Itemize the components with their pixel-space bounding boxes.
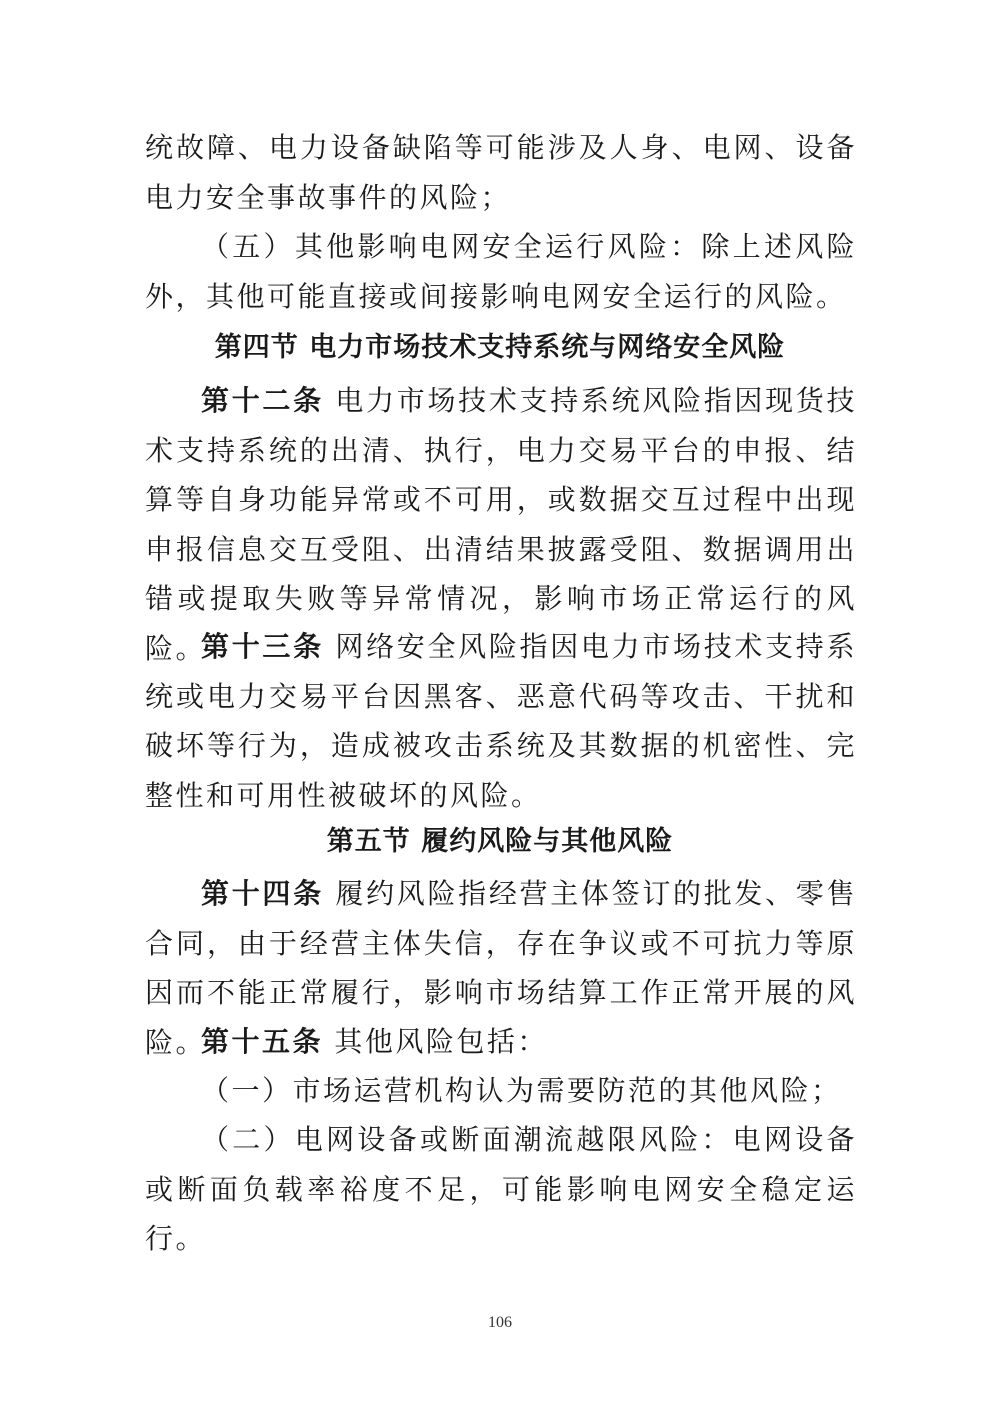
- article-twelve-label: 第十二条: [201, 384, 324, 417]
- paragraph-item-five: （五）其他影响电网安全运行风险：除上述风险外，其他可能直接或间接影响电网安全运行的风险。: [145, 230, 857, 313]
- article-thirteen: [145, 622, 857, 820]
- article-fifteen-label: 第十五条: [201, 1025, 324, 1058]
- section-four-heading: 第四节 电力市场技术支持系统与网络安全风险: [214, 332, 786, 363]
- list-item-one: （一）市场运营机构认为需要防范的其他风险；: [201, 1074, 842, 1107]
- article-fifteen: [145, 1017, 857, 1067]
- article-fifteen-text: 其他风险包括：: [323, 1025, 548, 1058]
- article-fourteen-text: 履约风险指经营主体签订的批发、零售合同，由于经营主体失信，存在争议或不可抗力等原因而不能正常履行，影响市场结算工作正常开展的风险。: [145, 877, 857, 1059]
- article-fourteen-label: 第十四条: [201, 877, 324, 910]
- list-item-two: （二）电网设备或断面潮流越限风险：电网设备或断面负载率裕度不足，可能影响电网安全稳定运行。: [145, 1123, 857, 1255]
- paragraph-risk-continuation: 统故障、电力设备缺陷等可能涉及人身、电网、设备电力安全事故事件的风险；: [145, 131, 857, 214]
- article-thirteen-text: 网络安全风险指因电力市场技术支持系统或电力交易平台因黑客、恶意代码等攻击、干扰和破坏等行为，造成被攻击系统及其数据的机密性、完整性和可用性被破坏的风险。: [145, 630, 857, 812]
- article-twelve-text: 电力市场技术支持系统风险指因现货技术支持系统的出清、执行，电力交易平台的申报、结算等自身功能异常或不可用，或数据交互过程中出现申报信息交互受阻、出清结果披露受阻、数据调用出错或提取失败等异常情况，影响市场正常运行的风险。: [145, 384, 857, 665]
- section-five-heading: 第五节 履约风险与其他风险: [326, 826, 674, 857]
- page-number: 106: [488, 1314, 512, 1331]
- article-thirteen-label: 第十三条: [201, 630, 324, 663]
